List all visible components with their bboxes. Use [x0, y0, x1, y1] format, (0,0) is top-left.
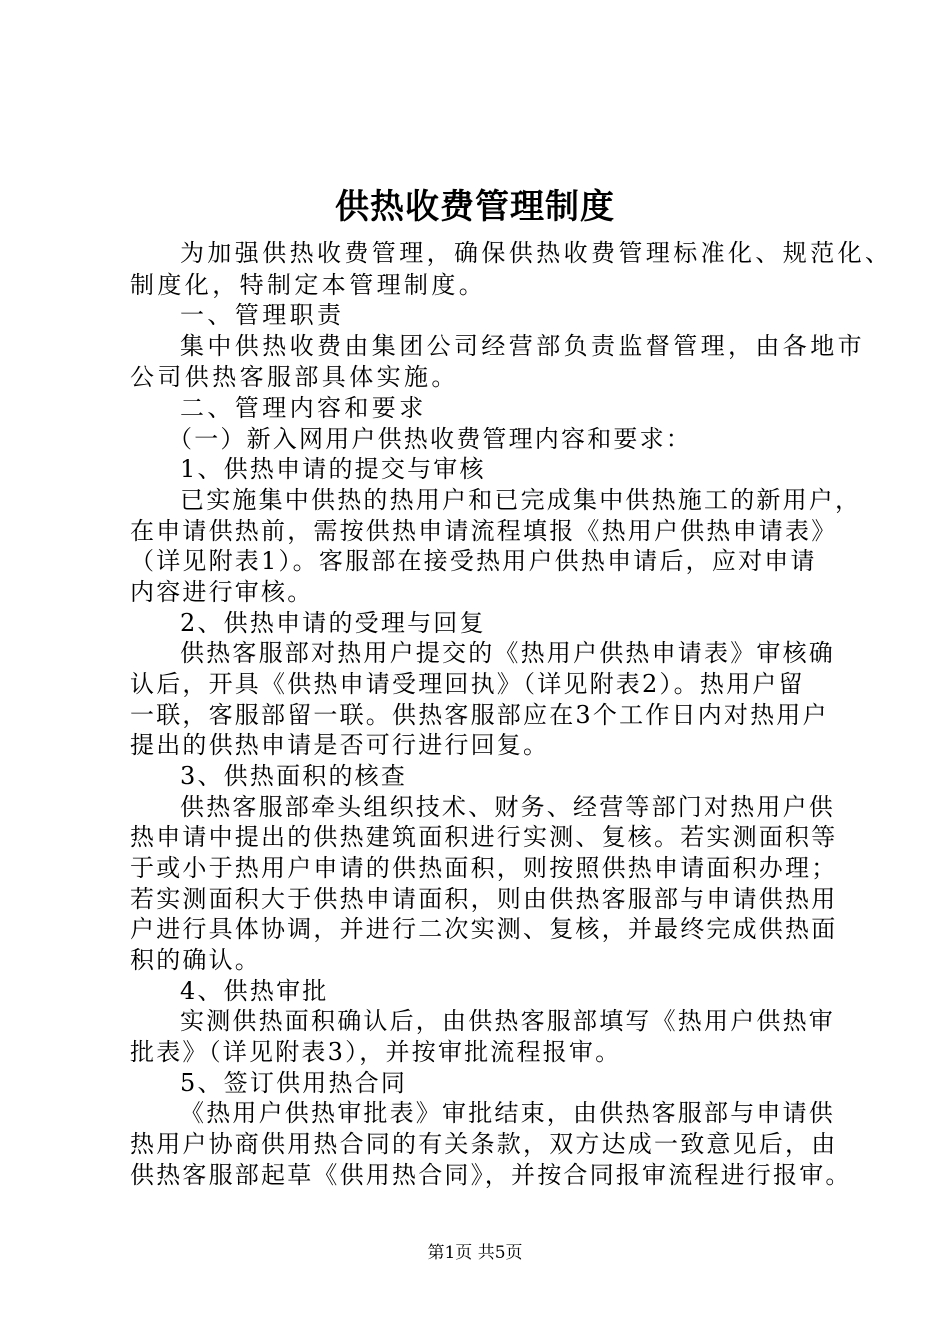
paragraph-line: 认后，开具《供热申请受理回执》（详见附表2）。热用户留 — [130, 670, 805, 698]
paragraph-line: （详见附表1）。客服部在接受热用户供热申请后，应对申请 — [130, 547, 817, 575]
item-heading: 2、供热申请的受理与回复 — [180, 609, 486, 637]
paragraph-line: 户进行具体协调，并进行二次实测、复核，并最终完成供热面 — [130, 915, 838, 943]
section-heading: 一、管理职责 — [180, 301, 345, 329]
paragraph-line: 热申请中提出的供热建筑面积进行实测、复核。若实测面积等 — [130, 823, 838, 851]
page-number: 第1页 共5页 — [427, 1243, 523, 1263]
subsection-heading: （一）新入网用户供热收费管理内容和要求： — [168, 425, 692, 453]
paragraph-line: 内容进行审核。 — [130, 578, 314, 606]
section-heading: 二、管理内容和要求 — [180, 394, 427, 422]
paragraph-line: 批表》（详见附表3），并按审批流程报审。 — [130, 1038, 622, 1066]
paragraph-line: 制度化，特制定本管理制度。 — [130, 271, 487, 299]
paragraph-line: 集中供热收费由集团公司经营部负责监督管理，由各地市 — [180, 332, 865, 360]
paragraph-line: 供热客服部起草《供用热合同》，并按合同报审流程进行报审。 — [130, 1161, 852, 1189]
document-title: 供热收费管理制度 — [335, 187, 615, 227]
paragraph-line: 一联，客服部留一联。供热客服部应在3个工作日内对热用户 — [130, 701, 829, 729]
paragraph-line: 提出的供热申请是否可行进行回复。 — [130, 731, 550, 759]
paragraph-line: 《热用户供热审批表》审批结束，由供热客服部与申请供 — [180, 1099, 835, 1127]
paragraph-line: 公司供热客服部具体实施。 — [130, 363, 459, 391]
paragraph-line: 于或小于热用户申请的供热面积，则按照供热申请面积办理； — [130, 854, 838, 882]
paragraph-line: 供热客服部对热用户提交的《热用户供热申请表》审核确 — [180, 639, 835, 667]
paragraph-line: 积的确认。 — [130, 946, 261, 974]
paragraph-line: 为加强供热收费管理，确保供热收费管理标准化、规范化、 — [180, 239, 893, 267]
paragraph-line: 若实测面积大于供热申请面积，则由供热客服部与申请供热用 — [130, 885, 838, 913]
item-heading: 1、供热申请的提交与审核 — [180, 455, 486, 483]
paragraph-line: 已实施集中供热的热用户和已完成集中供热施工的新用户， — [180, 486, 862, 514]
paragraph-line: 热用户协商供用热合同的有关条款，双方达成一致意见后，由 — [130, 1130, 838, 1158]
item-heading: 3、供热面积的核查 — [180, 762, 408, 790]
item-heading: 4、供热审批 — [180, 977, 329, 1005]
paragraph-line: 在申请供热前，需按供热申请流程填报《热用户供热申请表》 — [130, 517, 838, 545]
paragraph-line: 供热客服部牵头组织技术、财务、经营等部门对热用户供 — [180, 793, 835, 821]
paragraph-line: 实测供热面积确认后，由供热客服部填写《热用户供热审 — [180, 1007, 835, 1035]
item-heading: 5、签订供用热合同 — [180, 1069, 408, 1097]
